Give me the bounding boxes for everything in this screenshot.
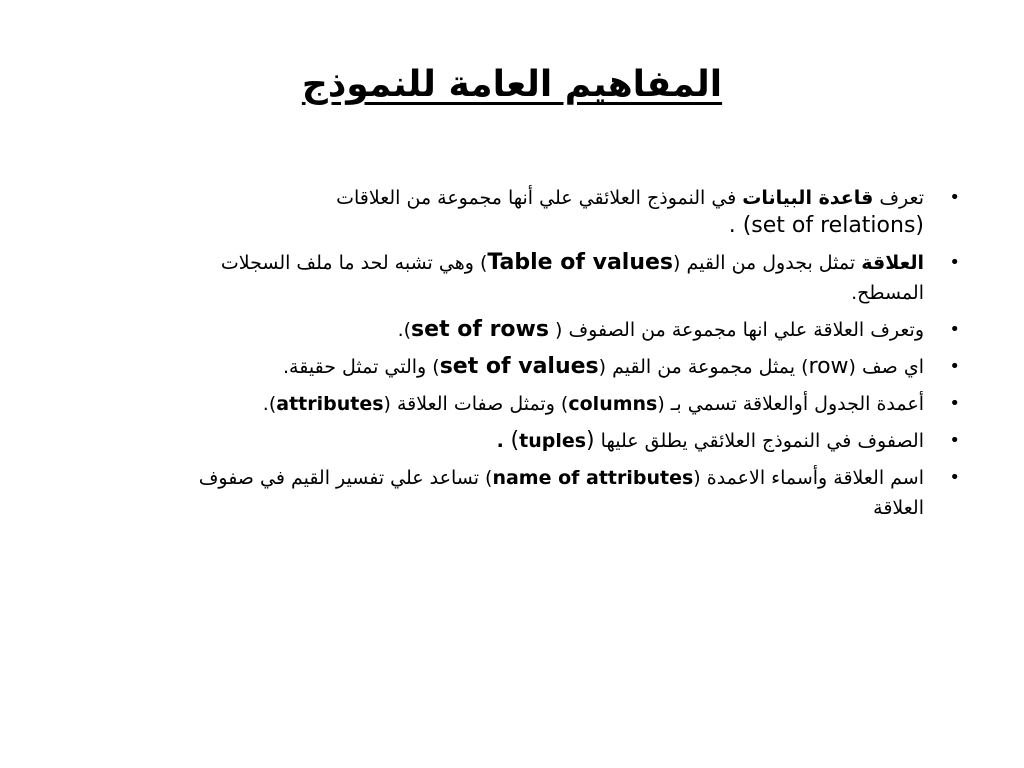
continuation-line: . (set of relations) [728,213,924,238]
text: ) يمثل مجموعة من القيم ( [598,356,809,378]
bullet-item-relation [100,248,968,308]
text: ) وهي تشبه لحد ما ملف السجلات [220,252,488,274]
bullet-icon: • [949,319,960,340]
bullet-item-database [100,183,968,241]
bullet-icon: • [949,252,960,273]
bullet-icon: • [949,430,960,451]
text: اسم العلاقة وأسماء الاعمدة ( [693,467,924,489]
text: . [496,430,511,452]
text: تعرف [873,187,924,209]
latin-term: Table of values [487,250,674,275]
continuation-line: المسطح. [851,282,924,304]
text: تمثل بجدول من القيم ( [673,252,862,274]
bold-term: قاعدة البيانات [742,187,874,209]
latin-term: attributes [276,393,384,415]
latin-term: row [808,354,849,379]
latin-term: tuples [519,430,587,452]
text: ) تساعد علي تفسير القيم في صفوف [198,467,493,489]
bullet-icon: • [949,467,960,488]
bullet-icon: • [949,393,960,414]
bullet-icon: • [949,187,960,208]
text: ) وتمثل صفات العلاقة ( [383,393,569,415]
bullet-icon: • [949,356,960,377]
bullet-list [100,183,968,530]
latin-term: name of attributes [492,467,694,489]
bullet-item-attribute-names [100,463,968,523]
text: وتعرف العلاقة علي انها مجموعة من الصفوف ( [548,319,924,341]
bullet-item-rows [100,315,968,345]
bullet-item-row [100,352,968,382]
latin-term: set of values [439,354,599,379]
text: الصفوف في النموذج العلائقي يطلق عليها [594,430,924,452]
text: اي صف ( [848,356,924,378]
latin-term: set of rows [411,317,549,342]
bold-term: العلاقة [861,252,924,274]
text: ) والتي تمثل حقيقة. [283,356,440,378]
text: ). [262,393,277,415]
text: في النموذج العلائقي علي أنها مجموعة من العلاقات [336,187,743,209]
bullet-item-tuples [100,426,968,456]
paren: ) [510,428,520,453]
text: أعمدة الجدول أوالعلاقة تسمي بـ ( [657,393,924,415]
paren: ( [586,428,595,453]
continuation-line: العلاقة [873,497,924,519]
bullet-item-columns [100,389,968,419]
slide-title: المفاهيم العامة للنموذج [301,64,723,105]
text: ). [397,319,412,341]
latin-term: columns [568,393,658,415]
